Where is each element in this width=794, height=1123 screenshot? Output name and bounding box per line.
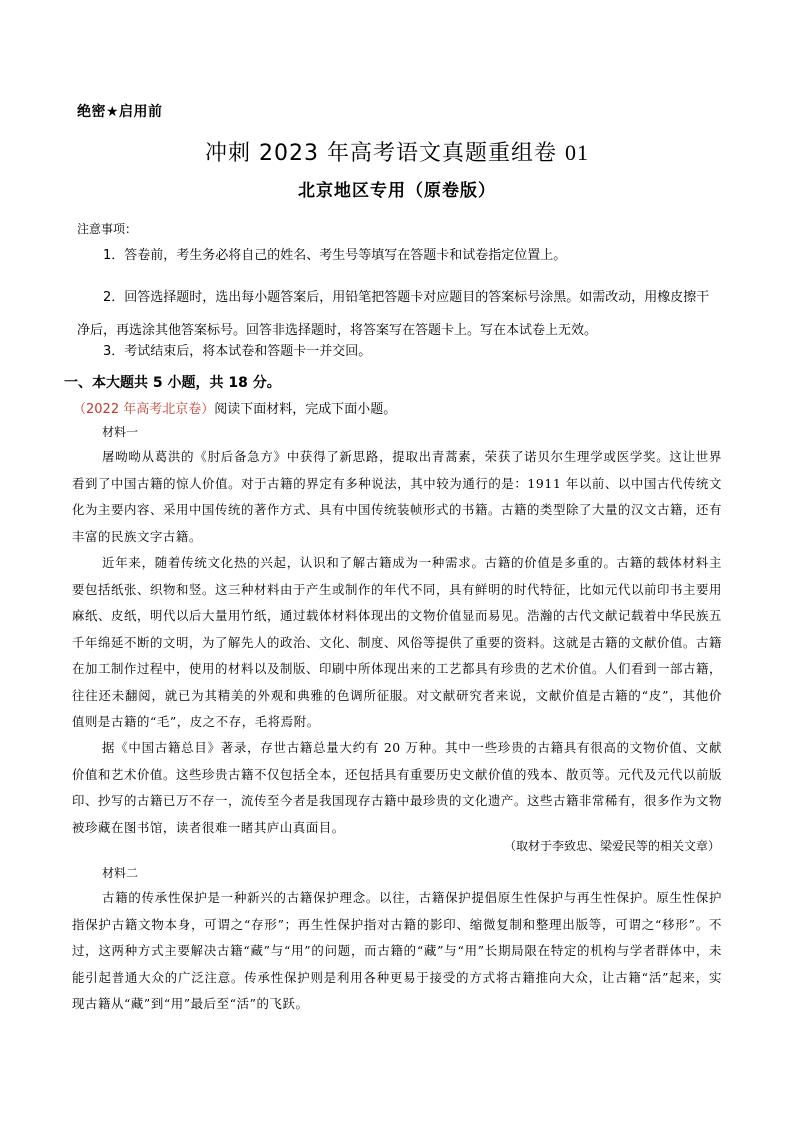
note-item: 3．考试结束后，将本试卷和答题卡一并交回。 [103,344,372,359]
page-subtitle: 北京地区专用（原卷版） [298,181,496,201]
exam-source: （2022 年高考北京卷） [73,402,215,417]
question-intro [73,398,396,417]
title-text: 冲刺 2023 年高考语文真题重组卷 [205,141,565,166]
material-paragraph: 据《中国古籍总目》著录，存世古籍总量大约有 20 万种。其中一些珍贵的古籍具有很高的文物价值、文献价值和艺术价值。这些珍贵古籍不仅包括全本，还包括具有重要历史文献价值的残本、散页等。元代及元代以前版印、抄写的古籍已万不存一，流传至今者是我国现存古籍中最珍贵的文化遗产。这些古籍非常稀有，很多作为文物被珍藏在图书馆，读者很难一睹其庐山真面目。 [72,740,722,835]
material-paragraph: 古籍的传承性保护是一种新兴的古籍保护理念。以往，古籍保护提倡原生性保护与再生性保护。原生性保护指保护古籍文物本身，可谓之“存形”；再生性保护指对古籍的影印、缩微复制和整理出版等，可谓之“移形”。不过，这两种方式主要解决古籍“藏”与“用”的问题，而古籍的“藏”与“用”长期局限在特定的机构与学者群体中，未能引起普通大众的广泛注意。传承性保护则是利用各种更易于接受的方式将古籍推向大众，让古籍“活”起来，实现古籍从“藏”到“用”最后至“活”的飞跃。 [72,890,722,1011]
confidential-label: 绝密★启用前 [77,104,163,120]
material-paragraph: 近年来，随着传统文化热的兴起，认识和了解古籍成为一种需求。古籍的价值是多重的。古籍的载体材料主要包括纸张、织物和竖。这三种材料由于产生或制作的年代不同，具有鲜明的时代特征，比如元代以前印书主要用麻纸、皮纸，明代以后大量用竹纸，通过载体材料体现出的文物价值显而易见。浩瀚的古代文献记载着中华民族五千年绵延不断的文明，为了解先人的政治、文化、制度、风俗等提供了重要的资料。这就是古籍的文献价值。古籍在加工制作过程中，使用的材料以及制版、印刷中所体现出来的工艺都具有珍贵的艺术价值。人们看到一部古籍，往往还未翻阅，就已为其精美的外观和典雅的色调所征服。对文献研究者来说，文献价值是古籍的“皮”，其他价值则是古籍的“毛”，皮之不存，毛将焉附。 [72,555,722,729]
note-item: 2．回答选择题时，选出每小题答案后，用铅笔把答题卡对应题目的答案标号涂黑。如需改动，用橡皮擦干净后，再选涂其他答案标号。回答非选择题时，将答案写在答题卡上。写在本试卷上无效。 [77,290,710,338]
page-title [0,136,794,167]
section-heading: 一、本大题共 5 小题，共 18 分。 [64,375,281,391]
notes-label: 注意事项： [77,222,138,236]
material-label: 材料二 [102,866,139,880]
material-attribution: （取材于李致忠、梁爱民等的相关文章） [503,839,720,853]
instruction-text: 阅读下面材料，完成下面小题。 [214,402,397,417]
title-number: 01 [564,140,589,165]
material-label: 材料一 [102,425,139,439]
note-item: 1．答卷前，考生务必将自己的姓名、考生号等填写在答题卡和试卷指定位置上。 [103,248,567,263]
material-paragraph: 屠呦呦从葛洪的《肘后备急方》中获得了新思路，提取出青蒿素，荣获了诺贝尔生理学或医学奖。这让世界看到了中国古籍的惊人价值。对于古籍的界定有多种说法，其中较为通行的是：1911 年以前、以中国古代传统文化为主要内容、采用中国传统的著作方式、具有中国传统装帧形式的书籍。古籍的类型除了大量的汉文古籍，还有丰富的民族文字古籍。 [72,449,722,544]
